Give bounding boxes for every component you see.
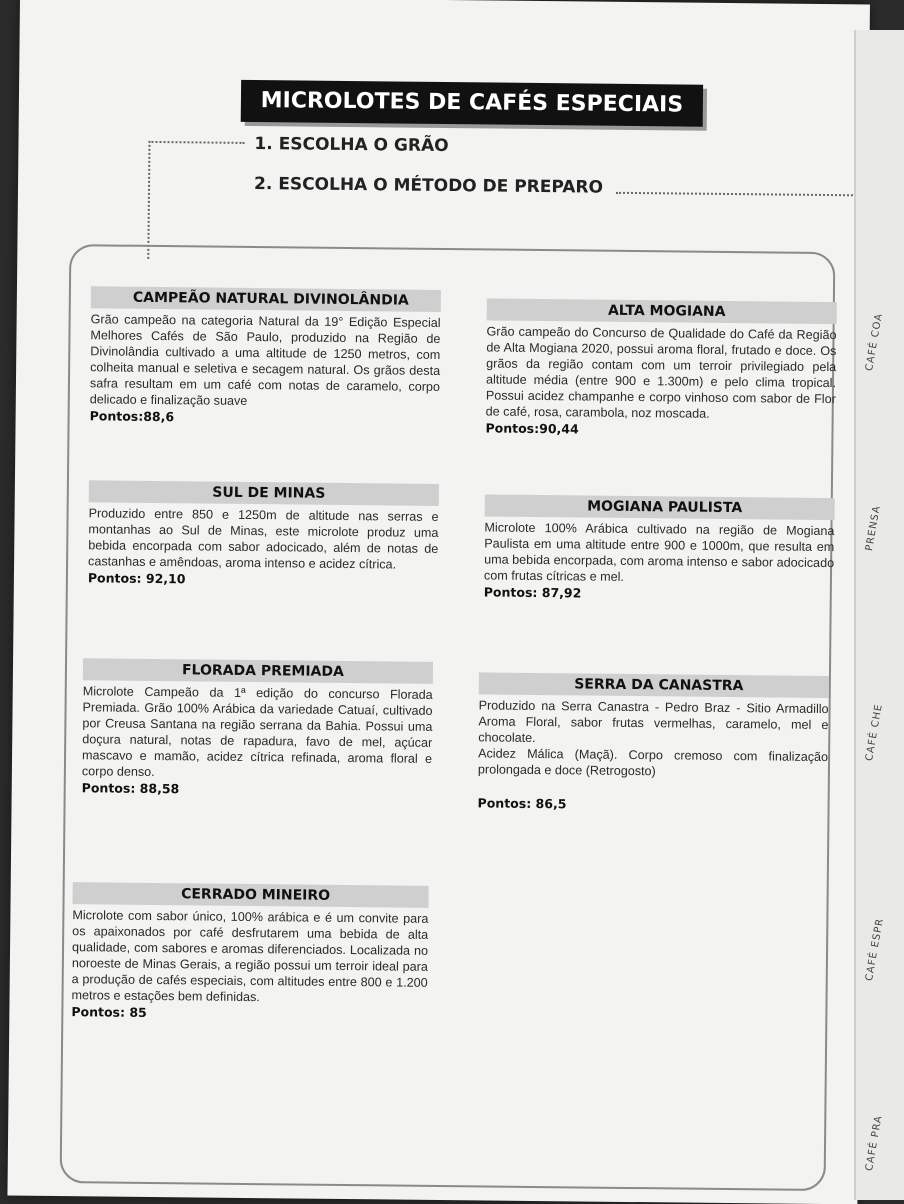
- microlot-card: [484, 494, 835, 603]
- microlot-title: CAMPEÃO NATURAL DIVINOLÂNDIA: [91, 286, 441, 312]
- microlot-description: Microlote 100% Arábica cultivado na região de Mogiana Paulista em uma altitude entre 900 e 1000m, que resulta em uma bebida encorpada, com aroma intenso e sabor adocicado com frutas cítricas e mel.: [483, 520, 835, 584]
- page-title: MICROLOTES DE CAFÉS ESPECIAIS: [241, 80, 703, 127]
- microlot-score: Pontos: 92,10: [87, 570, 186, 587]
- microlot-title: FLORADA PREMIADA: [83, 658, 433, 684]
- side-tab-label: CAFÉ PRA: [864, 1114, 885, 1172]
- microlot-card: [90, 286, 441, 427]
- step-choose-method: 2. ESCOLHA O MÉTODO DE PREPARO: [253, 174, 604, 198]
- microlot-score: Pontos: 85: [71, 1004, 147, 1020]
- microlot-title: SUL DE MINAS: [89, 480, 439, 506]
- microlot-title: ALTA MOGIANA: [487, 298, 837, 324]
- microlot-title: MOGIANA PAULISTA: [485, 494, 835, 520]
- microlot-description: Microlote com sabor único, 100% arábica e é um convite para os apaixonados por café desfrutarem uma bebida de alta qualidade, com sabores e aromas diferenciados. Localizada no noroeste de Minas Gerais, a região possui um terroir ideal para a produção de cafés especiais, com altitudes entre 800 e 1.200 metros e estações bem definidas.: [71, 908, 429, 1005]
- dotted-connector: [148, 141, 244, 144]
- microlot-score: Pontos: 87,92: [483, 584, 582, 601]
- microlot-score: Pontos:90,44: [485, 420, 579, 437]
- dotted-connector: [147, 141, 150, 259]
- step-choose-bean: 1. ESCOLHA O GRÃO: [254, 134, 449, 157]
- microlot-title: CERRADO MINEIRO: [73, 882, 429, 908]
- side-tab-label: PRENSA: [864, 504, 883, 552]
- microlot-card: [82, 658, 433, 799]
- side-tab-label: CAFÉ ESPR: [864, 917, 886, 982]
- microlot-title: SERRA DA CANASTRA: [479, 672, 829, 698]
- microlot-score: Pontos: 88,58: [81, 780, 180, 797]
- microlot-card: [485, 298, 836, 439]
- microlot-description: Grão campeão na categoria Natural da 19° Edição Especial Melhores Cafés de São Paulo, produzido na Região de Divinolândia cultivado a uma altitude de 1250 metros, com colheita manual e seletiva e secagem natural. Os grãos desta safra resultam em um café com notas de caramelo, corpo delicado e finalização suave: [89, 312, 441, 408]
- microlot-card: [88, 480, 439, 589]
- microlot-score: Pontos:88,6: [89, 408, 175, 425]
- microlot-description: Produzido na Serra Canastra - Pedro Braz - Sitio Armadillo Aroma Floral, sabor frutas vermelhas, caramelo, mel e chocolate. Acidez Málica (Maçã). Corpo cremoso com finalização prolongada e doce (Retrogosto): [477, 698, 829, 779]
- microlot-card: [71, 882, 428, 1023]
- side-tab-label: CAFÉ CHE: [864, 702, 885, 762]
- microlot-score: Pontos: 86,5: [477, 795, 567, 812]
- microlot-description: Microlote Campeão da 1ª edição do concurso Florada Premiada. Grão 100% Arábica da variedade Catuaí, cultivado por Creusa Santana na região serrana da Bahia. Possui uma doçura natural, notas de rapadura, favo de mel, açúcar mascavo e mamão, acidez cítrica refinada, aroma floral e corpo denso.: [81, 684, 433, 780]
- microlot-description: Grão campeão do Concurso de Qualidade do Café da Região de Alta Mogiana 2020, possui aroma floral, frutado e doce. Os grãos da região contam com um terroir privilegiado pela altitude média (entre 900 e 1.300m) e pelo clima tropical. Possui acidez champanhe e corpo vinhoso com sabor de Flor de café, rosa, carambola, noz moscada.: [485, 324, 837, 421]
- microlot-card: [478, 672, 829, 814]
- adjacent-page: [854, 30, 904, 1200]
- dotted-connector: [616, 192, 856, 197]
- side-tab-label: CAFÉ COA: [864, 312, 886, 372]
- menu-page: [7, 0, 870, 1204]
- microlot-description: Produzido entre 850 e 1250m de altitude nas serras e montanhas ao Sul de Minas, este microlote produz uma bebida encorpada com sabor adocicado, além de notas de castanhas e amêndoas, aroma intenso e acidez cítrica.: [88, 506, 439, 572]
